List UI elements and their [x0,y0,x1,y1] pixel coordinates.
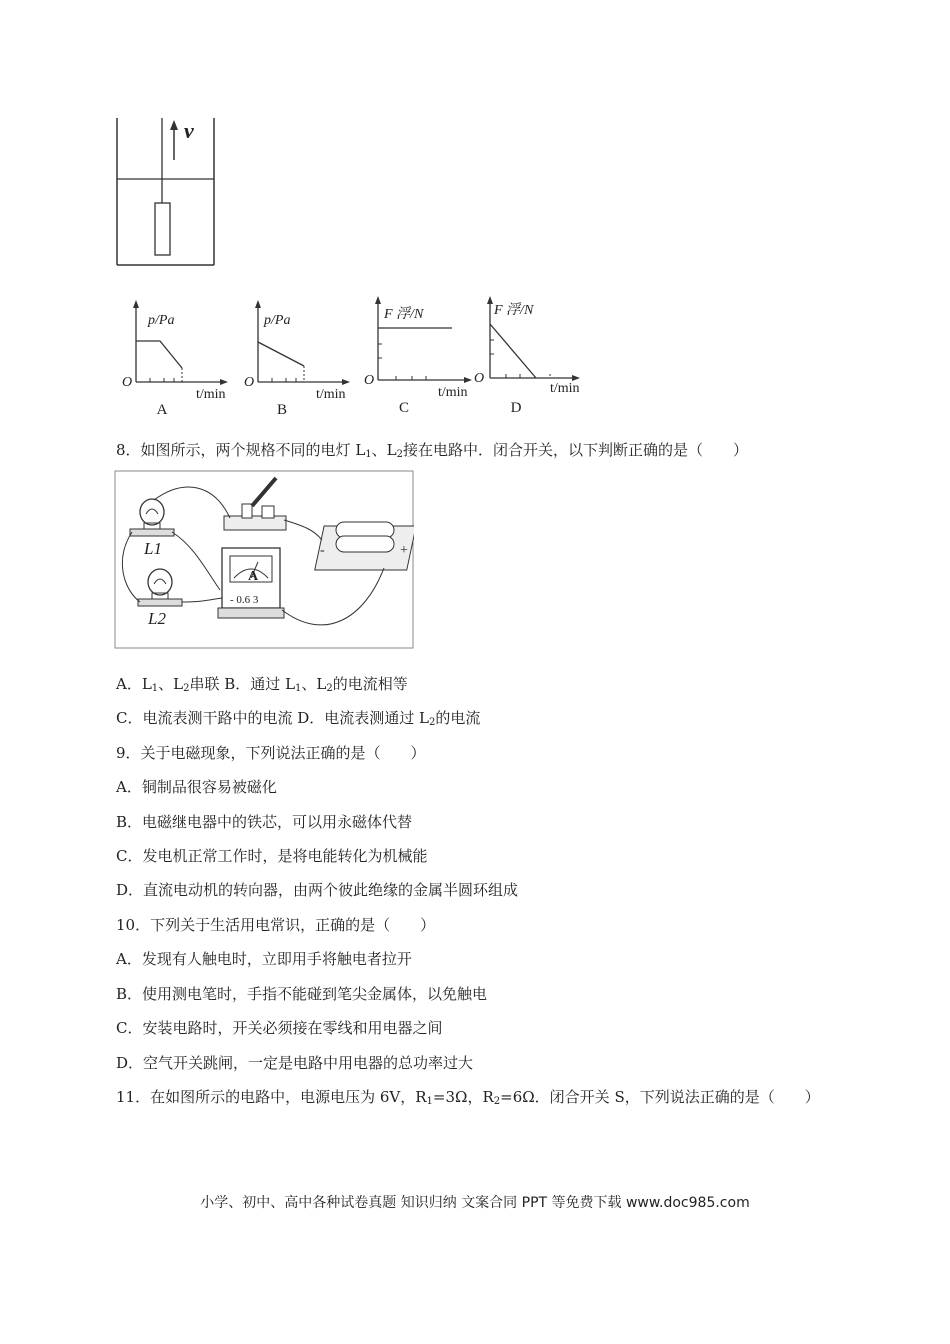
graph-d-letter: D [510,400,522,416]
footer-banner: 小学、初中、高中各种试卷真题 知识归纳 文案合同 PPT 等免费下载 www.doc985.com [200,1195,750,1211]
q9-option-d: D．直流电动机的转向器，由两个彼此绝缘的金属半圆环组成 [116,881,519,899]
graph-a-letter: A [156,402,168,418]
graph-d-ylabel: F 浮/N [494,303,534,318]
velocity-label: v [184,118,194,143]
q9-stem: 9．关于电磁现象，下列说法正确的是（ ） [116,744,426,762]
q8-stem: 8．如图所示，两个规格不同的电灯 $L_1$、$L_2$接在电路中．闭合开关，以下判断正确的是（ ） [116,441,749,460]
battery-minus: - [320,543,325,558]
ammeter-terminals: - 0.6 3 [230,594,259,606]
q10-option-a: A．发现有人触电时，立即用手将触电者拉开 [116,950,412,968]
q10-option-d: D．空气开关跳闸，一定是电路中用电器的总功率过大 [116,1054,474,1072]
beaker-figure [110,112,220,270]
graph-a-xlabel: t/min [196,387,226,402]
graph-c [358,292,478,420]
graph-a-ylabel: p/Pa [148,313,175,328]
q11-stem: 11．在如图所示的电路中，电源电压为 6V，$R_1=3\Omega$，$R_2=6\Omega$．闭合开关 S，下列说法正确的是（ ） [116,1088,820,1107]
graph-c-letter: C [398,400,410,416]
graph-b-origin: O [244,375,255,390]
graph-b-letter: B [276,402,288,418]
graph-d [470,292,590,420]
q10-stem: 10．下列关于生活用电常识，正确的是（ ） [116,916,436,934]
q8-option-cd: C．电流表测干路中的电流 D．电流表测通过 $L_2$的电流 [116,709,481,728]
graph-d-xlabel: t/min [550,381,580,396]
ammeter-label: A [248,569,259,584]
graph-a-origin: O [122,375,133,390]
q8-option-ab: A．$L_1$、$L_2$串联 B．通过 $L_1$、$L_2$的电流相等 [116,675,408,694]
battery-plus: + [400,543,408,558]
graph-c-ylabel: F 浮/N [384,307,424,322]
label-l1: L1 [144,539,162,558]
graph-a [114,296,234,420]
circuit-figure [114,470,414,650]
label-l2: L2 [148,609,166,628]
q10-option-c: C．安装电路时，开关必须接在零线和用电器之间 [116,1019,443,1037]
q10-option-b: B．使用测电笔时，手指不能碰到笔尖金属体，以免触电 [116,985,488,1003]
graph-c-xlabel: t/min [438,385,468,400]
graph-b-ylabel: p/Pa [264,313,291,328]
graph-d-origin: O [474,371,485,386]
q9-option-c: C．发电机正常工作时，是将电能转化为机械能 [116,847,428,865]
q9-option-b: B．电磁继电器中的铁芯，可以用永磁体代替 [116,813,413,831]
graph-b [236,296,356,420]
q9-option-a: A．铜制品很容易被磁化 [116,778,277,796]
graph-b-xlabel: t/min [316,387,346,402]
graph-c-origin: O [364,373,375,388]
